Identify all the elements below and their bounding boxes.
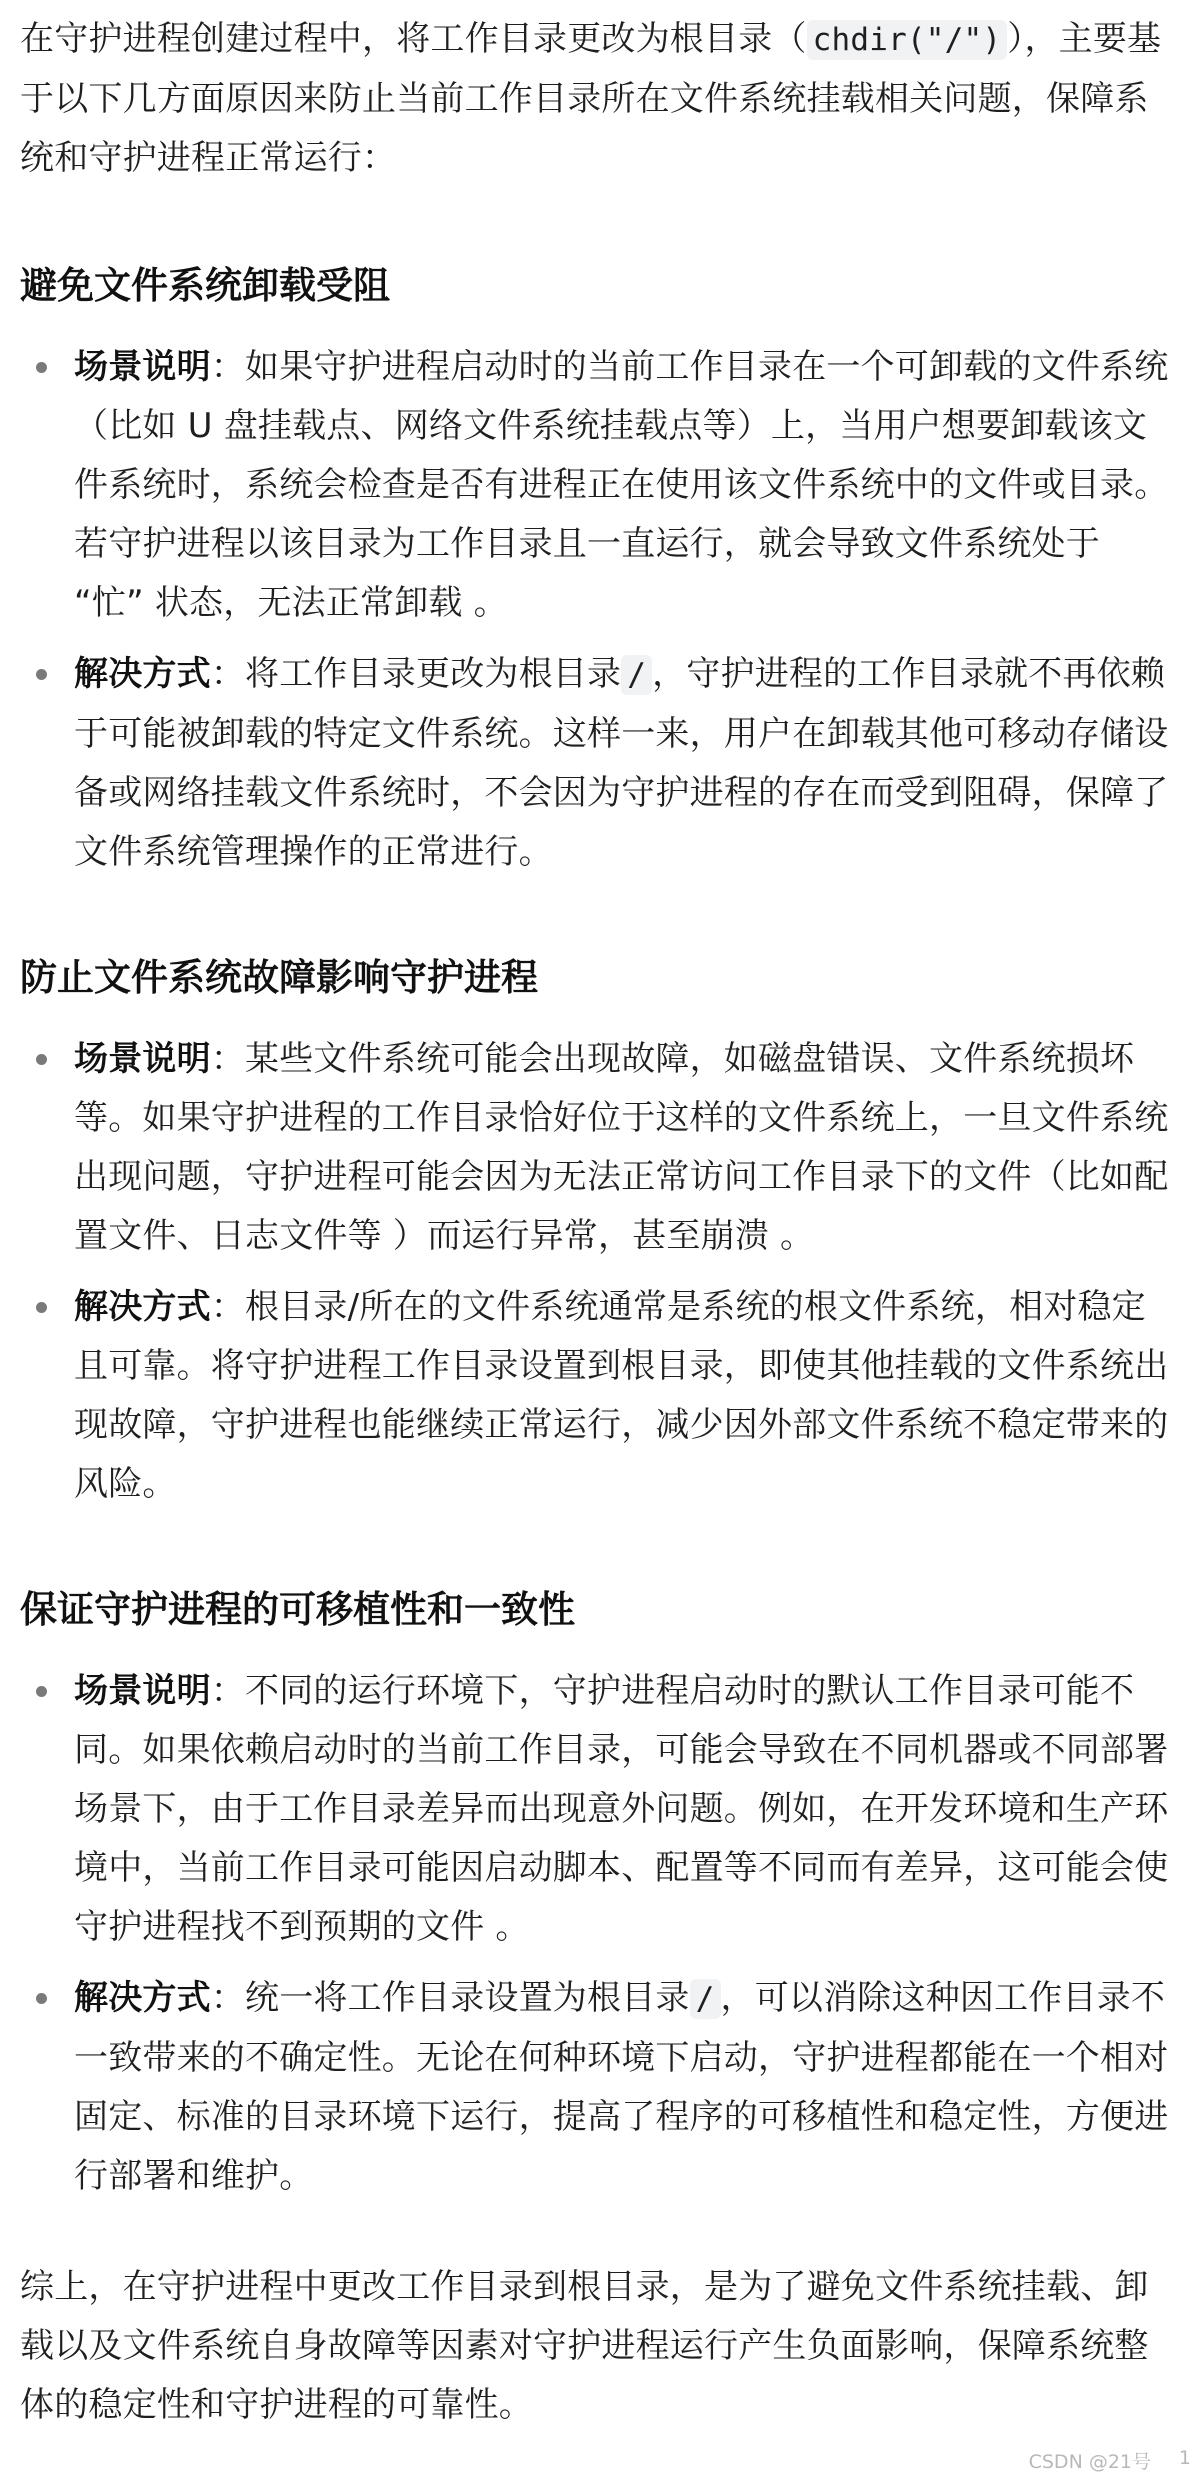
solution-label: 解决方式 bbox=[74, 1978, 211, 2018]
scenario-label: 场景说明 bbox=[74, 1039, 211, 1079]
solution-label: 解决方式 bbox=[74, 654, 211, 694]
section-1-solution-item bbox=[20, 645, 1171, 882]
solution-text-before: ：根目录 bbox=[210, 1287, 348, 1327]
solution-code: / bbox=[690, 1979, 721, 2019]
conclusion-paragraph: 综上，在守护进程中更改工作目录到根目录，是为了避免文件系统挂载、卸载以及文件系统自身故障等因素对守护进程运行产生负面影响，保障系统整体的稳定性和守护进程的可靠性。 bbox=[20, 2267, 1149, 2425]
intro-text-before: 在守护进程创建过程中，将工作目录更改为根目录（ bbox=[20, 19, 807, 59]
scenario-text: ：某些文件系统可能会出现故障，如磁盘错误、文件系统损坏等。如果守护进程的工作目录恰好位于这样的文件系统上，一旦文件系统出现问题，守护进程可能会因为无法正常访问工作目录下的文件（比如配置文件、日志文件等 ）而运行异常，甚至崩溃 。 bbox=[74, 1039, 1169, 1256]
section-3-scenario-item bbox=[20, 1662, 1171, 1957]
section-1-list bbox=[20, 338, 1171, 882]
bullet-icon bbox=[36, 362, 47, 373]
scenario-text: ：不同的运行环境下，守护进程启动时的默认工作目录可能不同。如果依赖启动时的当前工作目录，可能会导致在不同机器或不同部署场景下，由于工作目录差异而出现意外问题。例如，在开发环境和生产环境中，当前工作目录可能因启动脚本、配置等不同而有差异，这可能会使守护进程找不到预期的文件 。 bbox=[74, 1671, 1169, 1947]
section-2-solution-item bbox=[20, 1278, 1171, 1514]
solution-text-after: ，可以消除这种因工作目录不一致带来的不确定性。无论在何种环境下启动，守护进程都能在一个相对固定、标准的目录环境下运行，提高了程序的可移植性和稳定性，方便进行部署和维护。 bbox=[74, 1978, 1169, 2196]
intro-code: chdir("/") bbox=[807, 20, 1008, 60]
solution-text-after: ，守护进程的工作目录就不再依赖于可能被卸载的特定文件系统。这样一来，用户在卸载其他可移动存储设备或网络挂载文件系统时，不会因为守护进程的存在而受到阻碍，保障了文件系统管理操作的正常进行。 bbox=[74, 654, 1169, 872]
bullet-icon bbox=[36, 1993, 47, 2004]
bullet-icon bbox=[36, 1054, 47, 1065]
section-3-heading: 保证守护进程的可移植性和一致性 bbox=[20, 1588, 575, 1631]
section-2-heading: 防止文件系统故障影响守护进程 bbox=[20, 956, 538, 999]
section-3-list bbox=[20, 1662, 1171, 2206]
solution-text-after: 所在的文件系统通常是系统的根文件系统，相对稳定且可靠。将守护进程工作目录设置到根目录，即使其他挂载的文件系统出现故障，守护进程也能继续正常运行，减少因外部文件系统不稳定带来的风险。 bbox=[74, 1287, 1169, 1504]
scenario-label: 场景说明 bbox=[74, 1671, 211, 1711]
watermark: CSDN @21号 bbox=[1028, 2451, 1151, 2473]
solution-label: 解决方式 bbox=[74, 1287, 211, 1327]
section-1-scenario-item bbox=[20, 338, 1171, 633]
section-1-heading: 避免文件系统卸载受阻 bbox=[20, 264, 390, 307]
solution-text-before: ：将工作目录更改为根目录 bbox=[210, 654, 622, 694]
solution-code: / bbox=[621, 655, 652, 695]
solution-text-before: ：统一将工作目录设置为根目录 bbox=[210, 1978, 690, 2018]
solution-code: / bbox=[347, 1287, 360, 1327]
watermark-number: 1 bbox=[1178, 2447, 1191, 2469]
bullet-icon bbox=[36, 1686, 47, 1697]
intro-paragraph bbox=[20, 10, 1171, 188]
bullet-icon bbox=[36, 669, 47, 680]
scenario-label: 场景说明 bbox=[74, 347, 211, 387]
section-3-solution-item bbox=[20, 1969, 1171, 2206]
bullet-icon bbox=[36, 1302, 47, 1313]
section-2-list bbox=[20, 1030, 1171, 1514]
intro-text-after: ），主要基于以下几方面原因来防止当前工作目录所在文件系统挂载相关问题，保障系统和守护进程正常运行： bbox=[20, 19, 1162, 178]
section-2-scenario-item bbox=[20, 1030, 1171, 1266]
scenario-text: ：如果守护进程启动时的当前工作目录在一个可卸载的文件系统（比如 U 盘挂载点、网络文件系统挂载点等）上，当用户想要卸载该文件系统时，系统会检查是否有进程正在使用该文件系统中的文件或目录。若守护进程以该目录为工作目录且一直运行，就会导致文件系统处于 “忙” 状态，无法正常卸载 。 bbox=[74, 347, 1169, 623]
